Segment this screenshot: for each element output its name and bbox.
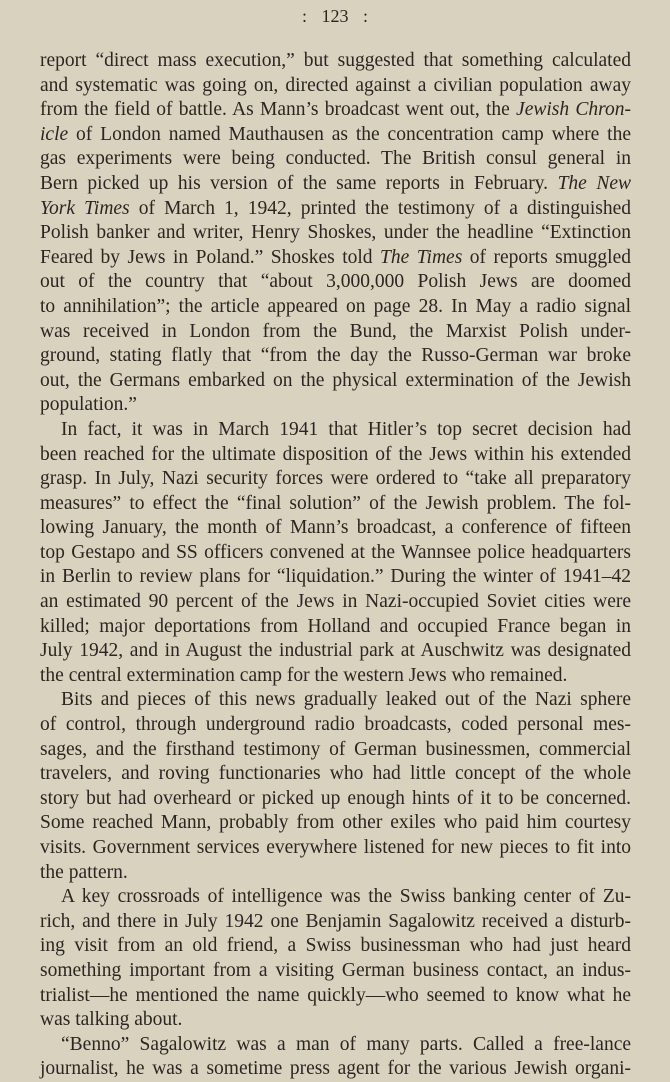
text-line	[40, 934, 631, 959]
text-segment: the central extermination camp for the western Jews who remained.	[40, 664, 568, 686]
text-segment: something important from a visiting German business contact, an indus-	[40, 959, 631, 981]
text-segment: and systematic was going on, directed against a civilian population away	[40, 74, 631, 96]
paragraph	[40, 688, 631, 885]
text-line	[40, 762, 631, 787]
text-line	[40, 885, 631, 910]
text-segment: journalist, he was a sometime press agent for the various Jewish organi-	[40, 1058, 631, 1080]
text-segment: the pattern.	[40, 861, 128, 883]
paragraph	[40, 1033, 631, 1082]
text-segment: trialist—he mentioned the name quickly—who seemed to know what he	[40, 984, 631, 1006]
text-segment: visits. Government services everywhere listened for new pieces to fit into	[40, 837, 631, 858]
text-line	[40, 565, 631, 590]
text-line	[40, 787, 631, 812]
italic-title-text: The New	[557, 172, 632, 194]
italic-title-text: York Times	[40, 197, 130, 219]
text-segment: out, the Germans embarked on the physical extermination of the Jewish	[40, 369, 631, 391]
text-line	[40, 443, 631, 468]
text-line	[40, 492, 631, 517]
italic-title-text: icle	[40, 123, 69, 145]
text-line	[40, 393, 631, 418]
text-line	[40, 984, 631, 1009]
text-line	[40, 910, 631, 935]
text-line	[40, 713, 631, 738]
text-line	[40, 467, 631, 492]
paragraph	[40, 885, 631, 1033]
text-segment: Polish banker and writer, Henry Shoskes, under the headline “Extinction	[40, 222, 631, 244]
text-line	[40, 959, 631, 984]
text-segment: July 1942, and in August the industrial park at Auschwitz was designated	[40, 640, 631, 662]
text-line	[40, 49, 631, 74]
text-line	[40, 590, 631, 615]
text-segment: killed; major deportations from Holland and occupied France began in	[40, 615, 631, 637]
text-line	[40, 172, 631, 197]
text-segment: gas experiments were being conducted. The British consul general in	[40, 148, 631, 170]
text-segment: out of the country that “about 3,000,000 Polish Jews are doomed	[40, 271, 631, 293]
text-segment: sages, and the firsthand testimony of German businessmen, commercial	[40, 738, 631, 760]
text-line	[40, 615, 631, 640]
paragraph	[40, 49, 631, 418]
text-segment: in Berlin to review plans for “liquidation.” During the winter of 1941–42	[40, 566, 631, 588]
text-line	[40, 344, 631, 369]
text-line	[40, 688, 631, 713]
text-line	[40, 1033, 631, 1058]
text-line	[40, 270, 631, 295]
text-line	[40, 123, 631, 148]
italic-title-text: The Times	[380, 246, 463, 268]
text-line	[40, 197, 631, 222]
text-segment: of control, through underground radio broadcasts, coded personal mes-	[40, 714, 631, 736]
text-line	[40, 74, 631, 99]
text-segment: to annihilation”; the article appeared on page 28. In May a radio signal	[40, 295, 631, 317]
text-line	[40, 664, 631, 689]
text-segment: was received in London from the Bund, the Marxist Polish under-	[40, 320, 631, 342]
text-line	[40, 246, 631, 271]
text-segment: grasp. In July, Nazi security forces were ordered to “take all preparatory	[40, 468, 631, 490]
text-segment: from the field of battle. As Mann’s broadcast went out, the	[40, 99, 517, 121]
text-segment: population.”	[40, 394, 137, 416]
text-line	[40, 836, 631, 861]
text-line	[40, 418, 631, 443]
text-segment: of reports smuggled	[462, 246, 631, 268]
text-line	[40, 295, 631, 320]
italic-title-text: Jewish Chron-	[516, 99, 631, 121]
text-segment: an estimated 90 percent of the Jews in Nazi-occupied Soviet cities were	[40, 591, 631, 613]
text-line	[40, 516, 631, 541]
text-segment: was talking about.	[40, 1009, 183, 1031]
text-line	[40, 1008, 631, 1033]
body-text	[40, 49, 631, 1082]
text-segment: top Gestapo and SS officers convened at the Wannsee police headquarters	[40, 541, 631, 563]
text-segment: report “direct mass execution,” but suggested that something calculated	[40, 50, 631, 71]
text-line	[40, 1057, 631, 1082]
text-segment: travelers, and roving functionaries who had little concept of the whole	[40, 763, 631, 785]
text-segment: rich, and there in July 1942 one Benjamin Sagalowitz received a disturb-	[40, 910, 631, 932]
text-segment: “Benno” Sagalowitz was a man of many parts. Called a free-lance	[61, 1033, 631, 1055]
text-segment: Bits and pieces of this news gradually leaked out of the Nazi sphere	[61, 689, 631, 711]
text-segment: story but had overheard or picked up enough hints of it to be concerned.	[40, 787, 631, 809]
text-segment: been reached for the ultimate disposition of the Jews within his extended	[40, 443, 631, 465]
text-segment: of March 1, 1942, printed the testimony of a distinguished	[129, 197, 632, 219]
text-segment: of London named Mauthausen as the concentration camp where the	[68, 123, 631, 145]
text-line	[40, 98, 631, 123]
text-segment: lowing January, the month of Mann’s broadcast, a conference of fifteen	[40, 517, 631, 539]
paragraph	[40, 418, 631, 689]
text-line	[40, 639, 631, 664]
page-number: : 123 :	[301, 6, 368, 26]
text-segment: Some reached Mann, probably from other exiles who paid him courtesy	[40, 812, 631, 834]
text-segment: A key crossroads of intelligence was the Swiss banking center of Zu-	[61, 886, 631, 908]
text-segment: ing visit from an old friend, a Swiss businessman who had just heard	[40, 935, 631, 957]
text-line	[40, 738, 631, 763]
text-segment: ground, stating flatly that “from the day the Russo-German war broke	[40, 345, 631, 367]
text-line	[40, 221, 631, 246]
text-line	[40, 369, 631, 394]
text-line	[40, 861, 631, 886]
text-line	[40, 811, 631, 836]
text-segment: In fact, it was in March 1941 that Hitler’s top secret decision had	[61, 418, 631, 440]
text-line	[40, 147, 631, 172]
text-segment: Feared by Jews in Poland.” Shoskes told	[40, 246, 381, 268]
text-segment: measures” to effect the “final solution” of the Jewish problem. The fol-	[40, 492, 631, 514]
text-line	[40, 320, 631, 345]
text-segment: Bern picked up his version of the same reports in February.	[40, 172, 558, 194]
text-line	[40, 541, 631, 566]
